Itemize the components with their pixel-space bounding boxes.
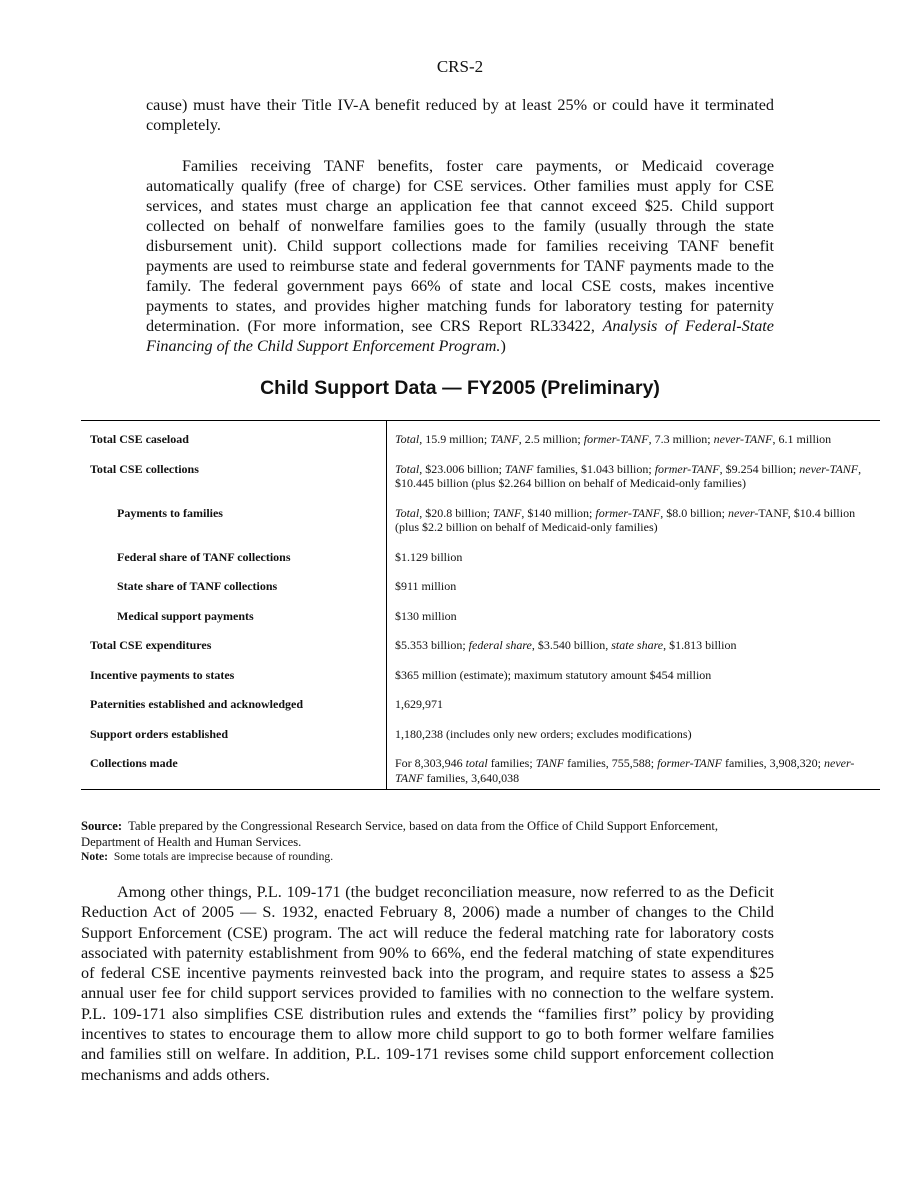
value-text: families, 755,588; [564,756,658,770]
value-text: $911 million [395,579,457,593]
value-text: , $10.445 billion (plus $2.264 billion on behalf of Medicaid-only families) [395,461,862,490]
table-row [81,746,880,790]
row-value [387,599,881,629]
paragraph-2-closing: ) [500,337,506,355]
value-text: , $1.813 billion [663,638,737,652]
value-italic-term: Total [395,432,420,446]
value-italic-term: never-TANF [713,432,773,446]
value-text: , $8.0 billion; [660,505,728,520]
note-label: Note: [81,850,109,863]
note-text: Some totals are imprecise because of rounding. [113,850,334,863]
source-line [81,818,775,850]
value-text: families, 3,640,038 [423,770,520,785]
value-text: For 8,303,946 [395,756,466,770]
row-value [387,496,881,540]
paragraph-1 [146,95,774,135]
value-text: 1,629,971 [395,697,443,711]
source-label: Source: [81,819,123,833]
page-number: CRS-2 [436,57,484,76]
table-row [81,658,880,688]
table-row [81,599,880,629]
value-italic-term: never-TANF [799,461,859,476]
value-text: $365 million (estimate); maximum statutory amount $454 million [395,667,712,682]
table-row [81,452,880,496]
value-italic-term: Total [395,505,420,520]
value-italic-term: former-TANF [654,461,720,476]
row-value [387,628,881,658]
value-text: $5.353 billion; [395,638,469,652]
value-text: , 6.1 million [772,432,832,446]
value-text: , $140 million; [521,505,596,520]
value-text: , $9.254 billion; [719,461,800,476]
row-label: Total CSE caseload [81,421,387,452]
value-italic-term: TANF [535,756,565,770]
child-support-data-table [81,420,880,790]
row-label: State share of TANF collections [81,569,387,599]
row-value [387,569,881,599]
row-label: Paternities established and acknowledged [81,687,387,717]
row-value [387,421,881,452]
table-row [81,717,880,747]
table-row [81,628,880,658]
paragraph-3-text: Among other things, P.L. 109-171 (the budget reconciliation measure, now referred to as the Deficit Reduction Act of 2005 — S. 1932, enacted February 8, 2006) made a number of changes to the Child Support Enforcement (CSE) program. The act will reduce the federal matching rate for laboratory costs associated with paternity establishment from 90% to 66%, end the federal matching of state expenditures of federal CSE incentive payments reinvested back into the program, and require states to assess a $25 annual user fee for child support services provided to families with no connection to the welfare system. P.L. 109-171 also simplifies CSE distribution rules and extends the “families first” policy by providing incentives to states to encourage them to allow more child support to go to both former welfare families and families still on welfare. In addition, P.L. 109-171 revises some child support enforcement collection mechanisms and adds others. [81,883,774,1084]
row-value [387,658,881,688]
value-text: , $20.8 billion; [419,505,493,520]
row-value [387,540,881,570]
value-italic-term: TANF [492,505,522,520]
paragraph-2 [146,156,774,356]
value-italic-term: never- [727,505,759,520]
value-italic-term: TANF [504,461,534,476]
paragraph-1-text: cause) must have their Title IV-A benefit reduced by at least 25% or could have it terminated completely. [146,96,774,134]
value-text: TANF, $10.4 billion (plus $2.2 billion on behalf of Medicaid-only families) [395,505,856,534]
row-value [387,687,881,717]
table-body [81,421,880,790]
value-italic-term: Total [395,461,420,476]
note-line [81,850,775,864]
source-text: Table prepared by the Congressional Research Service, based on data from the Office of Child Support Enforcement, Department of Health and Human Services. [81,819,719,849]
table-row [81,421,880,452]
value-italic-term: never-TANF [395,756,855,785]
row-label: Payments to families [81,496,387,540]
value-text: , 15.9 million; [419,432,491,446]
value-italic-term: former-TANF [583,432,649,446]
paragraph-3 [81,882,774,1085]
value-italic-term: state share [611,638,664,652]
row-label: Collections made [81,746,387,790]
row-label: Medical support payments [81,599,387,629]
value-text: 1,180,238 (includes only new orders; excludes modifications) [395,726,692,741]
row-label: Federal share of TANF collections [81,540,387,570]
value-italic-term: federal share [468,638,532,652]
row-value [387,452,881,496]
value-text: families; [487,756,536,770]
row-label: Total CSE collections [81,452,387,496]
value-text: $130 million [395,608,457,623]
value-text: families, $1.043 billion; [533,461,655,476]
value-italic-term: TANF [490,432,519,446]
value-italic-term: former-TANF [595,505,661,520]
table-source-note [81,818,775,864]
table-title: Child Support Data — FY2005 (Preliminary) [260,377,660,399]
table-row [81,496,880,540]
row-value [387,746,881,790]
value-text: , 7.3 million; [648,432,714,446]
value-text: , $3.540 billion, [531,638,612,652]
row-label: Incentive payments to states [81,658,387,688]
table-row [81,687,880,717]
value-italic-term: former-TANF [657,756,723,770]
row-label: Support orders established [81,717,387,747]
value-text: $1.129 billion [395,549,463,564]
paragraph-2-text [146,156,774,356]
row-value [387,717,881,747]
value-text: , 2.5 million; [518,432,584,446]
value-italic-term: total [465,756,488,770]
value-text: families, 3,908,320; [722,756,825,770]
report-title-citation: Analysis of Federal-State Financing of the Child Support Enforcement Program. [146,317,774,355]
row-label: Total CSE expenditures [81,628,387,658]
value-text: , $23.006 billion; [419,461,505,476]
paragraph-2-body: Families receiving TANF benefits, foster care payments, or Medicaid coverage automatically qualify (free of charge) for CSE services. Other families must apply for CSE services, and states must charge an application fee that cannot exceed $25. Child support collected on behalf of nonwelfare families goes to the family (usually through the state disbursement unit). Child support collections made for families receiving TANF benefit payments are used to reimburse state and federal governments for TANF payments made to the family. The federal government pays 66% of state and local CSE costs, makes incentive payments to states, and provides higher matching funds for laboratory testing for paternity determination. (For more information, see CRS Report RL33422, [146,157,774,335]
table-row [81,569,880,599]
table-row [81,540,880,570]
